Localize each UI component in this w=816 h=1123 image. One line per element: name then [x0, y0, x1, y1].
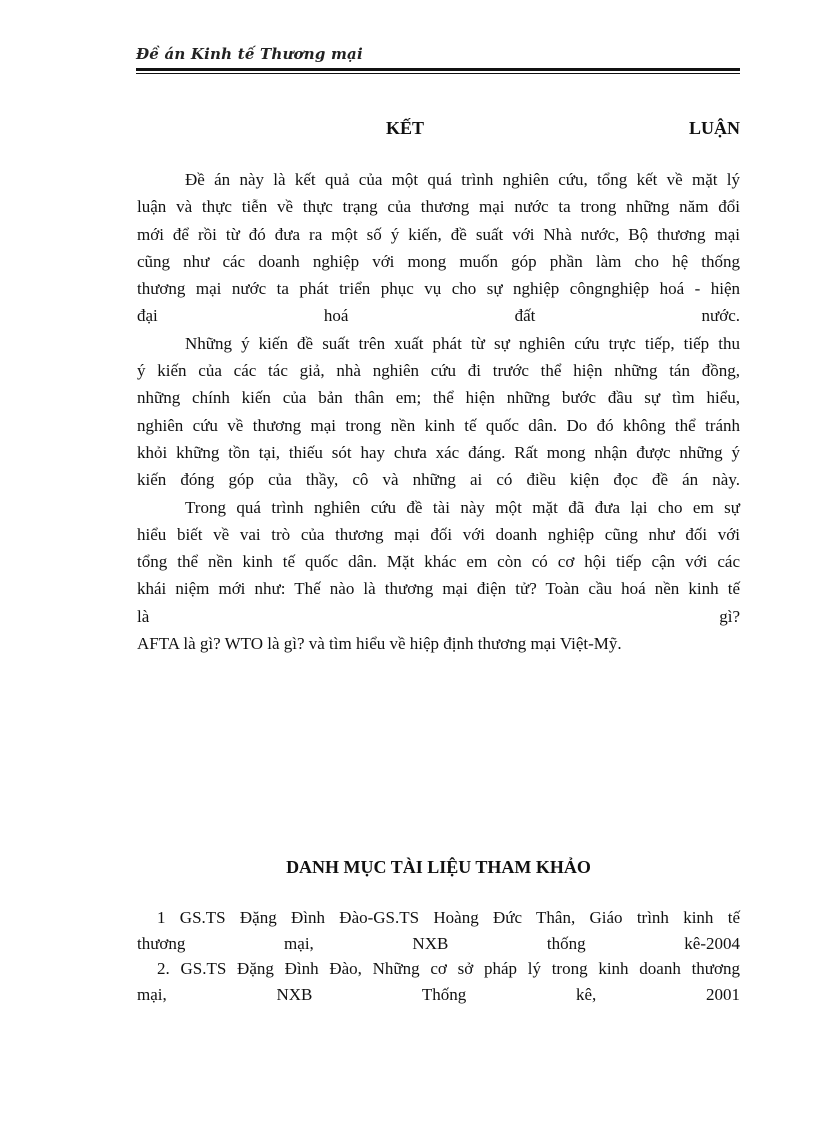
- text-line: Những ý kiến đề suất trên xuất phát từ sự nghiên cứu trực tiếp, tiếp thu: [185, 333, 740, 353]
- conclusion-paragraph-1: [137, 166, 740, 330]
- text-line: hiểu biết về vai trò của thương mại đối với doanh nghiệp cũng như đối với: [137, 524, 740, 544]
- references-list: [137, 905, 740, 1007]
- conclusion-heading: [386, 117, 740, 139]
- text-line: 1 GS.TS Đặng Đình Đào-GS.TS Hoàng Đức Thân, Giáo trình kinh tế: [157, 908, 740, 927]
- reference-item-1: [137, 905, 740, 956]
- text-line: thương mại, NXB thống kê-2004: [137, 933, 740, 953]
- text-line: ý kiến của các tác giả, nhà nghiên cứu đi trước thể hiện những tán đồng,: [137, 361, 740, 381]
- header-title: Đề án Kinh tế Thương mại: [136, 45, 363, 63]
- text-line: mới để rồi từ đó đưa ra một số ý kiến, đề suất với Nhà nước, Bộ thương mại: [137, 224, 740, 244]
- text-line: 2. GS.TS Đặng Đình Đào, Những cơ sở pháp lý trong kinh doanh thương: [157, 959, 740, 978]
- text-line: luận và thực tiễn về thực trạng của thương mại nước ta trong những năm đổi: [137, 197, 740, 217]
- text-line: tổng thể nền kinh tế quốc dân. Mặt khác em còn có cơ hội tiếp cận với các: [137, 552, 740, 572]
- references-title: DANH MỤC TÀI LIỆU THAM KHẢO: [286, 857, 591, 877]
- text-line: những chính kiến của bản thân em; thể hiện những bước đầu sự tìm hiểu,: [137, 388, 740, 408]
- text-line: mại, NXB Thống kê, 2001: [137, 984, 740, 1004]
- text-line: là gì?: [137, 606, 740, 626]
- text-line: nghiên cứu về thương mại trong nền kinh tế quốc dân. Do đó không thể tránh: [137, 415, 740, 435]
- text-line: khái niệm mới như: Thế nào là thương mại điện tử? Toàn cầu hoá nền kinh tế: [137, 579, 740, 599]
- text-line: cũng như các doanh nghiệp với mong muốn góp phần làm cho hệ thống: [137, 251, 740, 271]
- header-rule: [136, 68, 740, 71]
- header-rule-thin: [136, 73, 740, 74]
- text-line: khỏi khững tồn tại, thiếu sót hay chưa xác đáng. Rất mong nhận được những ý: [137, 442, 740, 462]
- text-line: kiến đóng góp của thầy, cô và những ai có điều kiện đọc đề án này.: [137, 470, 740, 490]
- conclusion-heading-right: LUẬN: [688, 118, 740, 138]
- conclusion-paragraph-2: [137, 330, 740, 494]
- conclusion-body: [137, 166, 740, 657]
- text-line: Đề án này là kết quả của một quá trình nghiên cứu, tổng kết về mặt lý: [185, 170, 740, 189]
- reference-item-2: [137, 956, 740, 1007]
- text-line: AFTA là gì? WTO là gì? và tìm hiểu về hiệp định thương mại Việt-Mỹ.: [137, 634, 622, 654]
- conclusion-paragraph-3: [137, 494, 740, 658]
- page-header: [136, 44, 740, 74]
- text-line: đại hoá đất nước.: [137, 306, 740, 326]
- text-line: thương mại nước ta phát triển phục vụ cho sự nghiệp côngnghiệp hoá - hiện: [137, 279, 740, 299]
- text-line: Trong quá trình nghiên cứu đề tài này một mặt đã đưa lại cho em sự: [185, 497, 740, 517]
- conclusion-heading-left: KẾT: [386, 118, 425, 138]
